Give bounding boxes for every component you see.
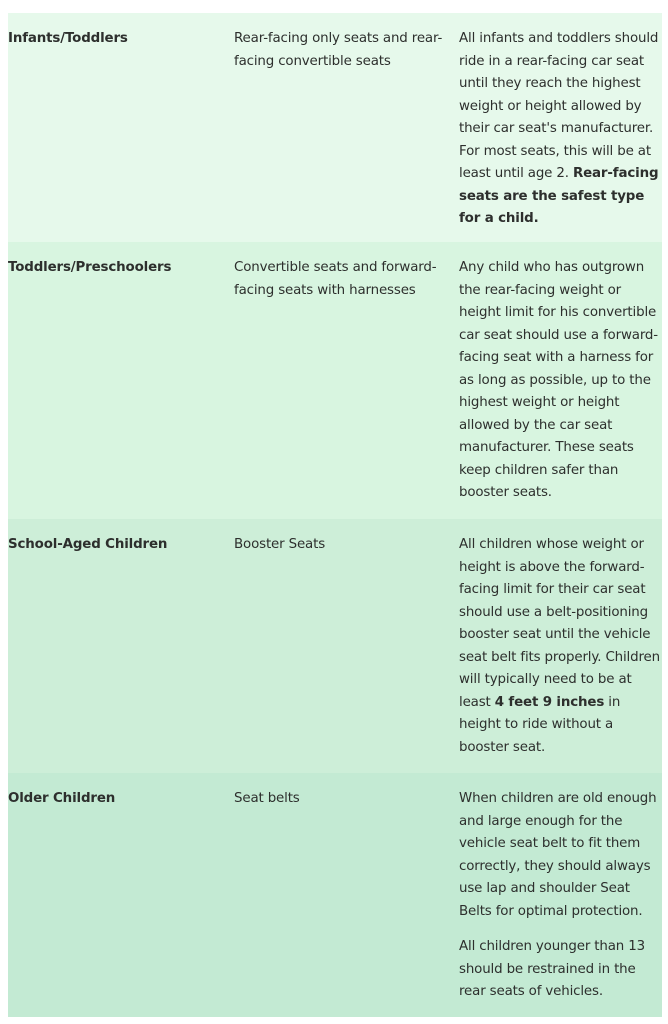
recommendation-cell xyxy=(459,257,662,519)
recommendation-text: All infants and toddlers should ride in a rear-facing car seat until they reach the highest weight or height allowed by their car seat's manufacturer. For most seats, this will be at least until age 2. xyxy=(459,31,659,181)
seat-type-cell: Rear-facing only seats and rear-facing convertible seats xyxy=(234,31,443,69)
recommendation-cell xyxy=(459,788,662,1017)
recommendation-text-end: in height to ride without a booster seat. xyxy=(459,694,621,755)
recommendation-emphasis: Rear-facing seats are the safest type for a child. xyxy=(459,166,659,226)
seat-type-cell: Seat belts xyxy=(234,791,300,806)
age-group-cell: Toddlers/Preschoolers xyxy=(8,260,172,275)
age-group-cell: Infants/Toddlers xyxy=(8,31,128,46)
age-group-cell: Older Children xyxy=(8,791,116,806)
table-row xyxy=(8,519,662,773)
seat-type-cell: Booster Seats xyxy=(234,537,326,552)
recommendation-paragraph: When children are old enough and large enough for the vehicle seat belt to fit them correctly, they should always use lap and shoulder Seat Belts for optimal protection. xyxy=(459,791,657,919)
table-row xyxy=(8,13,662,242)
age-group-cell: School-Aged Children xyxy=(8,537,168,552)
recommendation-text: All children whose weight or height is above the forward-facing limit for their car seat should use a belt-positioning booster seat until the vehicle seat belt fits properly. Children will typically need to be at least xyxy=(459,537,660,710)
recommendation-emphasis: 4 feet 9 inches xyxy=(494,694,605,710)
recommendation-text: Any child who has outgrown the rear-facing weight or height limit for his convertible car seat should use a forward-facing seat with a harness for as long as possible, up to the highest weight or height allowed by the car seat manufacturer. These seats keep children safer than booster seats. xyxy=(459,260,658,500)
recommendation-paragraph: All children younger than 13 should be restrained in the rear seats of vehicles. xyxy=(459,939,645,999)
table-row xyxy=(8,242,662,519)
car-seat-recommendations-table xyxy=(8,13,662,1017)
seat-type-cell: Convertible seats and forward-facing seats with harnesses xyxy=(234,260,437,298)
recommendation-cell xyxy=(459,28,662,242)
table-row xyxy=(8,773,662,1017)
recommendation-cell xyxy=(459,534,662,773)
